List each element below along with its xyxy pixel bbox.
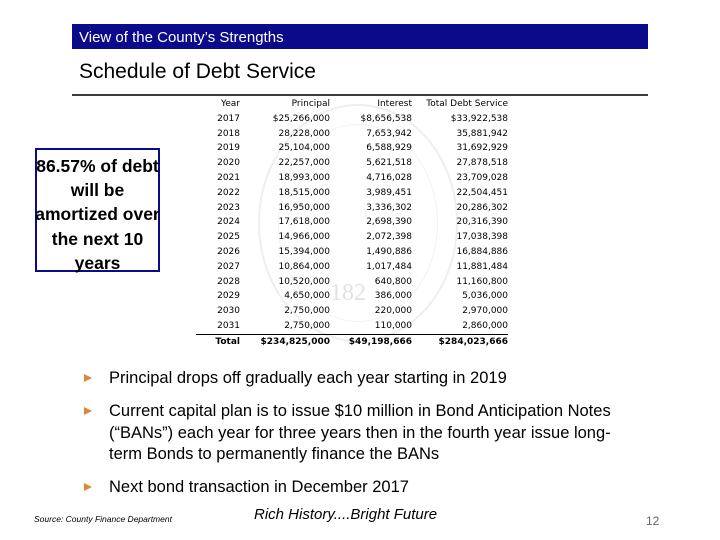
- cell-year: 2017: [217, 113, 240, 124]
- cell-total: 11,881,484: [456, 261, 508, 272]
- cell-interest: 110,000: [330, 319, 412, 334]
- cell-total: 22,504,451: [456, 187, 508, 198]
- bullet-text: Next bond transaction in December 2017: [109, 478, 409, 496]
- source-note: Source: County Finance Department: [34, 514, 172, 524]
- cell-year: 2020: [217, 158, 240, 169]
- cell-total: 31,692,929: [456, 143, 508, 154]
- total-interest: $49,198,666: [348, 336, 412, 347]
- cell-total: 5,036,000: [462, 291, 508, 302]
- cell-interest: 3,336,302: [366, 202, 412, 213]
- table-row: [196, 319, 508, 334]
- table-row: [196, 171, 508, 186]
- cell-interest: 6,588,929: [366, 143, 412, 154]
- slide-title: Schedule of Debt Service: [79, 60, 316, 83]
- header-banner: [72, 24, 648, 49]
- cell-principal: 22,257,000: [278, 158, 330, 169]
- cell-principal: 18,993,000: [278, 172, 330, 183]
- cell-total: 11,160,800: [456, 276, 508, 287]
- triangle-bullet-icon: [84, 374, 92, 382]
- cell-interest: 3,989,451: [366, 187, 412, 198]
- cell-year: 2024: [217, 217, 240, 228]
- table-header-row: [196, 97, 508, 112]
- header-banner-text: View of the County’s Strengths: [79, 29, 284, 46]
- cell-total: 35,881,942: [456, 128, 508, 139]
- cell-year: 2028: [217, 276, 240, 287]
- cell-principal: 10,520,000: [278, 276, 330, 287]
- cell-interest: 1,017,484: [366, 261, 412, 272]
- cell-interest: 5,621,518: [366, 158, 412, 169]
- table-row: [196, 275, 508, 290]
- cell-interest: 4,716,028: [366, 172, 412, 183]
- cell-total: 27,878,518: [456, 158, 508, 169]
- triangle-bullet-icon: [84, 483, 92, 491]
- table-row: [196, 156, 508, 171]
- cell-total: 23,709,028: [456, 172, 508, 183]
- bullet-text: Principal drops off gradually each year starting in 2019: [109, 369, 507, 387]
- cell-principal: 4,650,000: [284, 291, 330, 302]
- cell-interest: 2,072,398: [366, 232, 412, 243]
- cell-total: 17,038,398: [456, 232, 508, 243]
- cell-principal: 18,515,000: [278, 187, 330, 198]
- footer-tagline: Rich History....Bright Future: [254, 506, 438, 523]
- table-row: [196, 260, 508, 275]
- column-header-year: Year: [220, 99, 240, 109]
- cell-principal: 25,104,000: [278, 143, 330, 154]
- cell-interest: 640,800: [374, 276, 412, 287]
- cell-interest: 1,490,886: [366, 246, 412, 257]
- cell-principal: 2,750,000: [284, 306, 330, 317]
- cell-principal: 15,394,000: [278, 246, 330, 257]
- table-row: [196, 215, 508, 230]
- cell-year: 2022: [217, 187, 240, 198]
- debt-service-table: [196, 97, 508, 350]
- cell-principal: 10,864,000: [278, 261, 330, 272]
- total-debt-service: $284,023,666: [438, 336, 508, 347]
- cell-principal: 28,228,000: [278, 128, 330, 139]
- bullet-text: Current capital plan is to issue $10 million in Bond Anticipation Notes (“BANs”) each year for three years then in the fourth year issue long-term Bonds to permanently finance the BANs: [109, 402, 611, 463]
- callout-text: 86.57% of debt will be amortized over the next 10 years: [35, 156, 160, 273]
- table-row: [196, 289, 508, 304]
- cell-total: 20,316,390: [456, 217, 508, 228]
- cell-total: 16,884,886: [456, 246, 508, 257]
- cell-total: 2,970,000: [462, 306, 508, 317]
- cell-interest: 7,653,942: [366, 128, 412, 139]
- cell-year: 2023: [217, 202, 240, 213]
- cell-year: 2031: [196, 319, 240, 334]
- cell-total: 20,286,302: [456, 202, 508, 213]
- triangle-bullet-icon: [84, 407, 92, 415]
- column-header-total: Total Debt Service: [426, 99, 508, 109]
- cell-principal: 2,750,000: [240, 319, 330, 334]
- column-header-interest: Interest: [377, 99, 412, 109]
- cell-principal: 16,950,000: [278, 202, 330, 213]
- cell-year: 2029: [217, 291, 240, 302]
- total-principal: $234,825,000: [260, 336, 330, 347]
- cell-year: 2021: [217, 172, 240, 183]
- table-row: [196, 141, 508, 156]
- cell-year: 2018: [217, 128, 240, 139]
- title-divider: [72, 94, 648, 96]
- table-row: [196, 186, 508, 201]
- column-header-principal: Principal: [291, 99, 330, 109]
- cell-total: $33,922,538: [450, 113, 508, 124]
- cell-year: 2025: [217, 232, 240, 243]
- cell-year: 2019: [217, 143, 240, 154]
- county-seal-year: 182: [330, 280, 366, 306]
- cell-total: 2,860,000: [412, 319, 508, 334]
- page-number: 12: [646, 514, 660, 528]
- table-total-row: [196, 334, 508, 349]
- cell-year: 2026: [217, 246, 240, 257]
- cell-interest: $8,656,538: [360, 113, 412, 124]
- table-row: [196, 245, 508, 260]
- table-row: [196, 304, 508, 319]
- table-row: [196, 127, 508, 142]
- cell-interest: 2,698,390: [366, 217, 412, 228]
- cell-principal: 17,618,000: [278, 217, 330, 228]
- total-label: Total: [215, 336, 240, 347]
- cell-principal: 14,966,000: [278, 232, 330, 243]
- table-row: [196, 230, 508, 245]
- cell-interest: 386,000: [374, 291, 412, 302]
- cell-principal: $25,266,000: [272, 113, 330, 124]
- table-row: [196, 112, 508, 127]
- table-row: [196, 201, 508, 216]
- cell-year: 2027: [217, 261, 240, 272]
- cell-interest: 220,000: [374, 306, 412, 317]
- cell-year: 2030: [217, 306, 240, 317]
